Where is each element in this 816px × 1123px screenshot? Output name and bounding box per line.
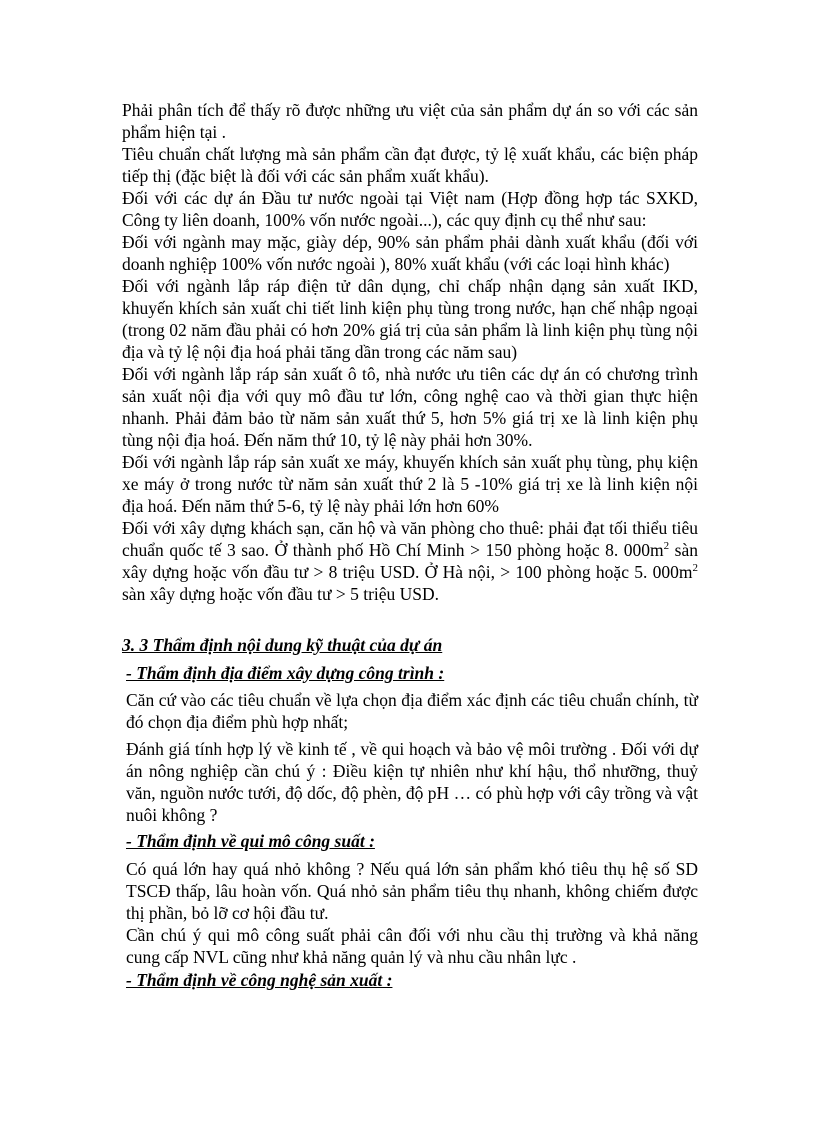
superscript: 2: [663, 540, 670, 553]
hotel-paragraph: [122, 517, 698, 605]
paragraph: Căn cứ vào các tiêu chuẩn về lựa chọn địa điểm xác định các tiêu chuẩn chính, từ đó chọn địa điểm phù hợp nhất;: [126, 690, 698, 732]
capacity-section: [126, 858, 698, 968]
intro-section: [122, 99, 698, 605]
section-heading: 3. 3 Thẩm định nội dung kỹ thuật của dự án: [122, 635, 443, 655]
paragraph: Đánh giá tính hợp lý về kinh tế , về qui hoạch và bảo vệ môi trường . Đối với dự án nông nghiệp cần chú ý : Điều kiện tự nhiên như khí hậu, thổ nhưỡng, thuỷ văn, nguồn nước tưới, độ dốc, độ phèn, độ pH … có phù hợp với cây trồng và vật nuôi không ?: [126, 739, 698, 825]
paragraph: Có quá lớn hay quá nhỏ không ? Nếu quá lớn sản phẩm khó tiêu thụ hệ số SD TSCĐ thấp, lâu hoàn vốn. Quá nhỏ sản phẩm tiêu thụ nhanh, không chiếm được thị phần, bỏ lỡ cơ hội đầu tư.: [126, 859, 698, 923]
paragraph: Đối với ngành may mặc, giày dép, 90% sản phẩm phải dành xuất khẩu (đối với doanh nghiệp 100% vốn nước ngoài ), 80% xuất khẩu (với các loại hình khác): [122, 232, 698, 274]
subsection-heading-technology: - Thẩm định về công nghệ sản xuất :: [126, 970, 393, 990]
paragraph: Đối với ngành lắp ráp điện tử dân dụng, chỉ chấp nhận dạng sản xuất IKD, khuyến khích sản xuất chi tiết linh kiện phụ tùng trong nước, hạn chế nhập ngoại (trong 02 năm đầu phải có hơn 20% giá trị của sản phẩm là linh kiện phụ tùng nội địa và tỷ lệ nội địa hoá phải tăng dần trong các năm sau): [122, 276, 698, 362]
hotel-text-1: Đối với xây dựng khách sạn, căn hộ và văn phòng cho thuê: phải đạt tối thiểu tiêu chuẩn quốc tế 3 sao. Ở thành phố Hồ Chí Minh > 150 phòng hoặc 8. 000m: [122, 518, 698, 560]
paragraph: Phải phân tích để thấy rõ được những ưu việt của sản phẩm dự án so với các sản phẩm hiện tại .: [122, 100, 698, 142]
subsection-heading-site: - Thẩm định địa điểm xây dựng công trình :: [126, 663, 445, 683]
hotel-text-3: sàn xây dựng hoặc vốn đầu tư > 5 triệu USD.: [122, 584, 440, 604]
superscript: 2: [692, 562, 698, 575]
paragraph: Tiêu chuẩn chất lượng mà sản phẩm cần đạt được, tỷ lệ xuất khẩu, các biện pháp tiếp thị (đặc biệt là đối với các sản phẩm xuất khẩu).: [122, 144, 698, 186]
paragraph: Đối với ngành lắp ráp sản xuất ô tô, nhà nước ưu tiên các dự án có chương trình sản xuất nội địa với quy mô đầu tư lớn, công nghệ cao và thời gian thực hiện nhanh. Phải đảm bảo từ năm sản xuất thứ 5, hơn 5% giá trị xe là linh kiện phụ tùng nội địa hoá. Đến năm thứ 10, tỷ lệ này phải hơn 30%.: [122, 364, 698, 450]
hotel-text-2: sàn xây dựng hoặc vốn đầu tư > 8 triệu USD. Ở Hà nội, > 100 phòng hoặc 5. 000m: [122, 540, 698, 582]
paragraph: Đối với ngành lắp ráp sản xuất xe máy, khuyến khích sản xuất phụ tùng, phụ kiện xe máy ở trong nước từ năm sản xuất thứ 2 là 5 -10% giá trị xe là linh kiện nội địa hoá. Đến năm thứ 5-6, tỷ lệ này phải lớn hơn 60%: [122, 452, 698, 516]
paragraph: Đối với các dự án Đầu tư nước ngoài tại Việt nam (Hợp đồng hợp tác SXKD, Công ty liên doanh, 100% vốn nước ngoài...), các quy định cụ thể như sau:: [122, 188, 698, 230]
subsection-heading-capacity: - Thẩm định về qui mô công suất :: [126, 831, 375, 851]
paragraph: Cần chú ý qui mô công suất phải cân đối với nhu cầu thị trường và khả năng cung cấp NVL cũng như khả năng quản lý và nhu cầu nhân lực .: [126, 925, 698, 967]
